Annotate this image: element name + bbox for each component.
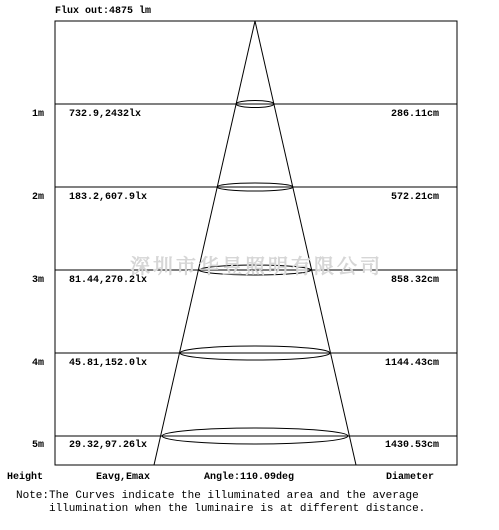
cone-right-edge	[255, 21, 356, 465]
diameter-value-1m: 286.11cm	[390, 109, 439, 120]
beam-cone	[154, 21, 356, 465]
beam-angle-label: Angle:110.09deg	[204, 472, 295, 483]
height-label-4m: 4m	[32, 358, 45, 369]
illuminance-value-3m: 81.44,270.2lx	[69, 275, 148, 286]
height-label-3m: 3m	[32, 275, 45, 286]
cone-left-edge	[154, 21, 255, 465]
flux-output-label: Flux out:4875 lm	[55, 6, 152, 17]
illuminance-value-4m: 45.81,152.0lx	[69, 358, 148, 369]
height-label-5m: 5m	[32, 440, 45, 451]
diameter-value-4m: 1144.43cm	[384, 358, 439, 369]
illuminance-value-1m: 732.9,2432lx	[69, 109, 142, 120]
diameter-value-3m: 858.32cm	[390, 275, 439, 286]
height-label-1m: 1m	[32, 109, 45, 120]
height-label-2m: 2m	[32, 192, 45, 203]
illuminance-value-5m: 29.32,97.26lx	[69, 440, 148, 451]
diameter-value-2m: 572.21cm	[390, 192, 439, 203]
diameter-value-5m: 1430.53cm	[384, 440, 439, 451]
eavg-emax-column-title: Eavg,Emax	[96, 472, 151, 483]
height-column-title: Height	[7, 472, 44, 483]
explanatory-note: Note:The Curves indicate the illuminated area and the average illumination when the luminaire is at different distance.	[16, 490, 426, 515]
company-watermark: 深圳市华昱照明有限公司	[130, 254, 383, 278]
diameter-column-title: Diameter	[386, 472, 435, 483]
diagram-frame	[55, 21, 457, 465]
illuminance-value-2m: 183.2,607.9lx	[69, 192, 148, 203]
